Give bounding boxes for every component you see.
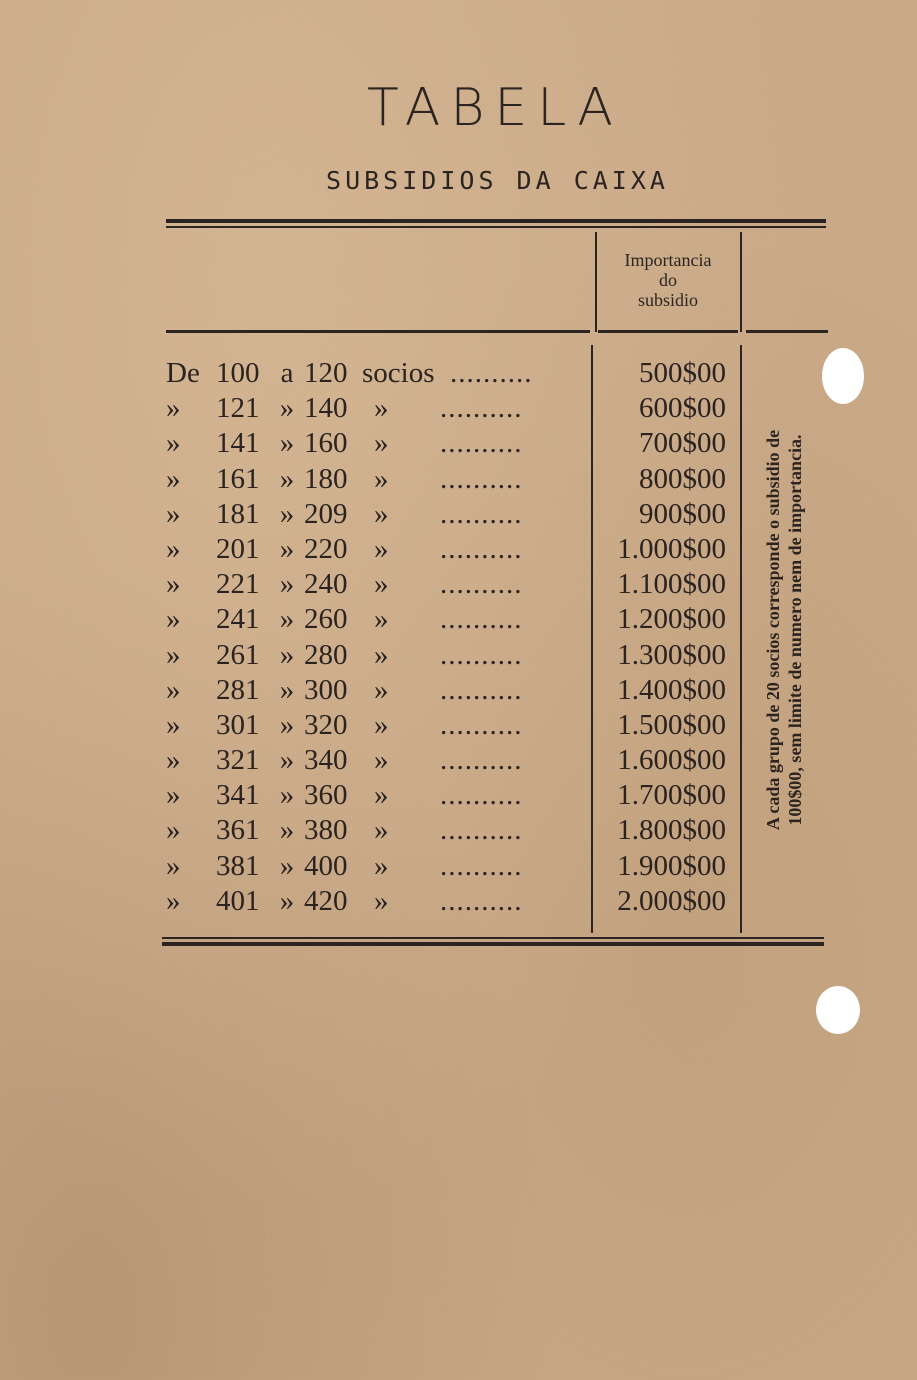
row-value: 1.600$00 — [617, 744, 726, 777]
row-sep: » — [279, 427, 295, 460]
row-prefix: » — [166, 744, 181, 777]
row-sep: » — [279, 673, 295, 706]
row-sep: » — [279, 849, 295, 882]
row-dots: .......... — [440, 427, 523, 460]
row-value: 1.300$00 — [617, 638, 726, 671]
row-prefix: » — [166, 427, 181, 460]
header-divider-left — [595, 232, 597, 332]
row-prefix: » — [166, 532, 181, 565]
row-word: » — [374, 462, 389, 495]
column-header-line-1: Importancia — [624, 250, 712, 270]
table-row — [160, 567, 740, 602]
row-dots: .......... — [440, 884, 523, 917]
row-to: 140 — [304, 392, 348, 425]
row-word: » — [374, 568, 389, 601]
row-prefix: » — [166, 392, 181, 425]
row-prefix: » — [166, 603, 181, 636]
row-sep: a — [280, 357, 294, 389]
row-from: 161 — [216, 462, 260, 495]
row-value: 900$00 — [639, 497, 726, 530]
row-from: 401 — [216, 884, 260, 917]
row-value: 600$00 — [639, 392, 726, 425]
row-from: 321 — [216, 744, 260, 777]
row-value: 1.500$00 — [617, 708, 726, 741]
row-sep: » — [279, 779, 295, 812]
row-dots: .......... — [450, 357, 533, 389]
column-header-line-3: subsidio — [637, 290, 698, 310]
column-header-importancia — [598, 250, 738, 310]
row-from: 201 — [216, 532, 260, 565]
row-from: 301 — [216, 708, 260, 741]
row-from: 141 — [216, 427, 260, 460]
row-prefix: » — [166, 814, 181, 847]
table-row — [160, 462, 740, 497]
row-prefix: » — [166, 779, 181, 812]
header-bottom-rule — [166, 330, 590, 333]
row-value: 1.200$00 — [617, 603, 726, 636]
row-prefix: » — [166, 462, 181, 495]
row-word: » — [374, 427, 389, 460]
row-to: 300 — [304, 673, 348, 706]
row-value: 1.800$00 — [617, 814, 726, 847]
table-row — [160, 708, 740, 743]
row-dots: .......... — [440, 603, 523, 636]
row-sep: » — [279, 603, 295, 636]
row-prefix: De — [166, 357, 200, 389]
row-dots: .......... — [440, 849, 523, 882]
row-word: » — [374, 744, 389, 777]
row-from: 181 — [216, 497, 260, 530]
row-sep: » — [279, 708, 295, 741]
row-word: » — [374, 814, 389, 847]
table-row — [160, 849, 740, 884]
row-to: 380 — [304, 814, 348, 847]
row-word: » — [374, 497, 389, 530]
body-divider-right — [740, 345, 742, 933]
row-word: » — [374, 884, 389, 917]
row-word: » — [374, 638, 389, 671]
row-word: » — [374, 392, 389, 425]
row-word: » — [374, 708, 389, 741]
row-word: » — [374, 849, 389, 882]
table-row — [160, 426, 740, 461]
row-prefix: » — [166, 884, 181, 917]
punch-hole-top — [822, 348, 864, 404]
row-word: » — [374, 603, 389, 636]
row-from: 341 — [216, 779, 260, 812]
punch-hole-bottom — [816, 986, 860, 1034]
row-prefix: » — [166, 673, 181, 706]
table-top-rule — [166, 219, 826, 223]
row-prefix: » — [166, 638, 181, 671]
row-value: 1.400$00 — [617, 673, 726, 706]
row-from: 121 — [216, 392, 260, 425]
table-row — [160, 356, 740, 391]
row-to: 400 — [304, 849, 348, 882]
row-from: 221 — [216, 568, 260, 601]
row-from: 100 — [216, 357, 260, 389]
table-row — [160, 778, 740, 813]
table-row — [160, 884, 740, 919]
row-to: 120 — [304, 357, 348, 389]
row-value: 500$00 — [639, 357, 726, 389]
header-bottom-rule-mid — [598, 330, 738, 333]
row-dots: .......... — [440, 744, 523, 777]
row-to: 160 — [304, 427, 348, 460]
row-sep: » — [279, 884, 295, 917]
side-note-line-2: 100$00, sem limite de numero nem de importancia. — [785, 434, 805, 826]
row-to: 209 — [304, 497, 348, 530]
row-from: 281 — [216, 673, 260, 706]
page-subtitle: SUBSIDIOS DA CAIXA — [326, 166, 669, 195]
header-bottom-rule-right — [746, 330, 828, 333]
row-to: 340 — [304, 744, 348, 777]
table-row — [160, 497, 740, 532]
row-sep: » — [279, 814, 295, 847]
row-prefix: » — [166, 568, 181, 601]
table-row — [160, 391, 740, 426]
row-dots: .......... — [440, 673, 523, 706]
row-prefix: » — [166, 497, 181, 530]
row-sep: » — [279, 497, 295, 530]
row-sep: » — [279, 568, 295, 601]
table-bottom-rule-thick — [162, 942, 824, 946]
row-prefix: » — [166, 708, 181, 741]
header-divider-right — [740, 232, 742, 332]
row-value: 1.900$00 — [617, 849, 726, 882]
row-to: 320 — [304, 708, 348, 741]
table-bottom-rule — [162, 937, 824, 939]
row-word: » — [374, 673, 389, 706]
row-word: socios — [362, 357, 435, 389]
row-sep: » — [279, 392, 295, 425]
table-row — [160, 638, 740, 673]
row-from: 381 — [216, 849, 260, 882]
table-row — [160, 602, 740, 637]
row-dots: .......... — [440, 779, 523, 812]
row-dots: .......... — [440, 568, 523, 601]
row-to: 220 — [304, 532, 348, 565]
row-to: 240 — [304, 568, 348, 601]
row-from: 361 — [216, 814, 260, 847]
row-value: 700$00 — [639, 427, 726, 460]
row-to: 280 — [304, 638, 348, 671]
row-from: 241 — [216, 603, 260, 636]
row-value: 800$00 — [639, 462, 726, 495]
row-word: » — [374, 779, 389, 812]
page-title: TABELA — [367, 78, 623, 138]
row-to: 260 — [304, 603, 348, 636]
row-dots: .......... — [440, 638, 523, 671]
table-row — [160, 813, 740, 848]
row-value: 1.000$00 — [617, 532, 726, 565]
row-sep: » — [279, 744, 295, 777]
row-dots: .......... — [440, 814, 523, 847]
side-note — [744, 350, 824, 910]
row-dots: .......... — [440, 708, 523, 741]
row-dots: .......... — [440, 497, 523, 530]
table-row — [160, 532, 740, 567]
row-sep: » — [279, 532, 295, 565]
row-to: 360 — [304, 779, 348, 812]
row-dots: .......... — [440, 462, 523, 495]
row-to: 420 — [304, 884, 348, 917]
row-sep: » — [279, 638, 295, 671]
table-top-rule-thin — [166, 226, 826, 228]
row-value: 1.100$00 — [617, 568, 726, 601]
row-sep: » — [279, 462, 295, 495]
row-word: » — [374, 532, 389, 565]
row-from: 261 — [216, 638, 260, 671]
row-value: 2.000$00 — [617, 884, 726, 917]
column-header-line-2: do — [659, 270, 677, 290]
row-value: 1.700$00 — [617, 779, 726, 812]
table-row — [160, 673, 740, 708]
side-note-line-1: A cada grupo de 20 socios corresponde o subsidio de — [763, 429, 783, 831]
row-dots: .......... — [440, 392, 523, 425]
table-row — [160, 743, 740, 778]
row-dots: .......... — [440, 532, 523, 565]
row-to: 180 — [304, 462, 348, 495]
subsidy-table — [160, 356, 740, 919]
row-prefix: » — [166, 849, 181, 882]
